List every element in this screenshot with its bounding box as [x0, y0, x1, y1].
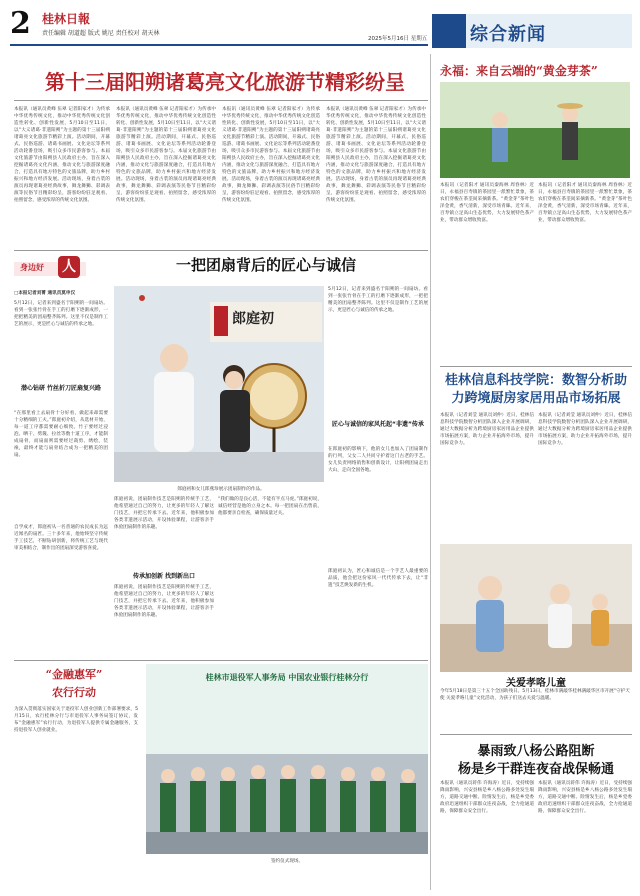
- headline-rule: [14, 100, 428, 101]
- feature-body-9: 郎庭初认为，匠心和诚信是一个手艺人最重要的品质，他会把这份家风一代代传承下去，让“非遗”技艺焕发新的生机。: [328, 569, 428, 588]
- right-headline-3b: 杨是乡干群连夜奋战保畅通: [457, 762, 614, 777]
- newspaper-logo: 桂林日報: [42, 12, 91, 26]
- right-photo-title: 关爱孝咯儿童: [506, 678, 566, 689]
- feature-body-1: 5月12日，记者来到盛名于阳朔的一间扇坊。看到一张张竹骨在手工的打磨下逐渐成形，一把把精美的团扇整齐陈列。这里不仅是制作工艺的展示，更是匠心与诚信的传承之地。: [14, 301, 108, 327]
- column-banner: [14, 256, 86, 282]
- feature-photo: [114, 286, 324, 482]
- feature-body-6: “我们做的是良心活，不能有半点马虎。”郎庭初说，诚信经营是他的立身之本。每一把团扇在出售前，他都要亲自检查，确保质量过关。: [218, 497, 322, 516]
- tea-scene: [440, 82, 630, 178]
- banner-text: 身边好: [20, 263, 44, 272]
- child-photo: [440, 544, 632, 672]
- banner-seal: 人: [58, 256, 80, 278]
- main-story-col-2: 本报讯（通讯员黄峰 伍翠 记者阳家才）为传承中华优秀传统文化，推动中华优秀传统文化创造性转化、创新性发展，5月10日至11日，以“大义诸葛·非遗阳朔”为主题的第十三届阳朔诸葛亮文化旅游节精彩上演。活动期间，开幕式、民俗巡游、诸葛书画展、文化论坛等系列活动轮番登场，吸引众多市民游客参与。本届文化旅游节由阳朔县人民政府主办，旨在深入挖掘诸葛亮文化内涵，推动文化与旅游深度融合，打造具有地方特色的文旅品牌，助力乡村振兴和地方经济发展。活动现场，身着古装的演员再现诸葛亮经典故事，舞龙舞狮、彩调表演等民俗节目精彩纷呈，游客纷纷驻足观看、拍照留念，感受浓厚的传统文化氛围。: [116, 107, 216, 203]
- right-story-2-col-a: 本报讯（记者刘莹 通讯员刘仲）近日，桂林信息科技学院数智分析团队深入企业开展调研，通过大数据分析为跨境厨房家居用品企业提供市场拓展方案，助力企业开拓海外市场，提升国际竞争力。: [440, 413, 534, 446]
- feature-body-8: 在郎庭初的影响下，他的女儿也加入了团扇制作的行列，父女二人共同守护着这门古老的手艺。女儿负责网络销售和创新设计，让阳朔团扇走出大山，走向全国各地。: [328, 447, 428, 473]
- bottom-photo-scene: [146, 664, 428, 854]
- section-title: 综合新闻: [470, 24, 546, 45]
- feature-body-3: 自学成才，郎庭初从一名普通的农民成长为远近闻名的扇匠。三十多年来，他始终坚守传统手工技艺，不断钻研创新，将传统工艺与现代审美相结合，制作出的团扇深受游客喜爱。: [14, 525, 108, 551]
- bottom-body: 为深入贯彻落实国家关于退役军人创业创新工作部署要求，5月15日，农行桂林分行与市退役军人事务局签订协议，发布“金融惠军”农行行动，为退役军人提供专属金融服务，支持退役军人创业就业。: [14, 707, 138, 733]
- main-story-col-4: 本报讯（通讯员黄峰 伍翠 记者阳家才）为传承中华优秀传统文化，推动中华优秀传统文化创造性转化、创新性发展，5月10日至11日，以“大义诸葛·非遗阳朔”为主题的第十三届阳朔诸葛亮文化旅游节精彩上演。活动期间，开幕式、民俗巡游、诸葛书画展、文化论坛等系列活动轮番登场，吸引众多市民游客参与。本届文化旅游节由阳朔县人民政府主办，旨在深入挖掘诸葛亮文化内涵，推动文化与旅游深度融合，打造具有地方特色的文旅品牌，助力乡村振兴和地方经济发展。活动现场，身着古装的演员再现诸葛亮经典故事，舞龙舞狮、彩调表演等民俗节目精彩纷呈，游客纷纷驻足观看、拍照留念，感受浓厚的传统文化氛围。: [326, 107, 426, 203]
- tea-photo: [440, 82, 630, 178]
- right-story-2-col-b: 本报讯（记者刘莹 通讯员刘仲）近日，桂林信息科技学院数智分析团队深入企业开展调研，通过大数据分析为跨境厨房家居用品企业提供市场拓展方案，助力企业开拓海外市场，提升国际竞争力。: [538, 413, 632, 446]
- feature-headline: 一把团扇背后的匠心与诚信: [175, 256, 356, 274]
- right-divider-2: [440, 734, 632, 735]
- feature-subhead-1: 潜心钻研 竹丝折刀匠扇复兴路: [20, 385, 102, 392]
- editor-credits: 责任编辑 胡道超 版式 姚尼 责任校对 胡天林: [42, 30, 160, 37]
- page-number: 2: [10, 6, 31, 41]
- bottom-headline-1: “金融惠军”: [45, 668, 103, 681]
- right-divider-1: [440, 366, 632, 367]
- right-story-3-col-a: 本报讯（通讯员蒋伟 许海涛）近日，受持续强降雨影响，兴安县杨是乡八杨公路多处发生塌方，道路交通中断。险情发生后，杨是乡党委政府迅速组织干部群众连夜奋战，全力抢通道路，保障群众安全出行。: [440, 781, 534, 814]
- section-divider: [14, 250, 428, 251]
- feature-byline: □本报记者刘菁 通讯员莫申汉: [14, 291, 76, 296]
- feature-body-4: 郎庭初说，团扇制作技艺是阳朔的传统手工艺，他希望通过自己的努力，让更多的年轻人了解这门技艺，并把它传承下去。近年来，他积极参加各类非遗展示活动，开设体验课程，让游客亲手体验团扇制作的乐趣。: [114, 497, 214, 530]
- right-story-3-col-b: 本报讯（通讯员蒋伟 许海涛）近日，受持续强降雨影响，兴安县杨是乡八杨公路多处发生塌方，道路交通中断。险情发生后，杨是乡党委政府迅速组织干部群众连夜奋战，全力抢通道路，保障群众安全出行。: [538, 781, 632, 814]
- right-story-1-col-a: 本报讯（记者阳才 通讯员秦海林 周春林）近日，永福县百寿镇的茶园里一派繁忙景象，茶农们穿梭在茶垄间采摘新茶。“黄金芽”茶叶色泽金黄，香气清新，深受市场青睐。近年来，百寿镇立足高山生态优势，大力发展特色茶产业，带动群众增收致富。: [440, 183, 534, 223]
- feature-body-7: 5月12日，记者来到盛名于阳朔的一间扇坊。看到一张张竹骨在手工的打磨下逐渐成形，一把把精美的团扇整齐陈列。这里不仅是制作工艺的展示，更是匠心与诚信的传承之地。: [328, 287, 428, 313]
- bottom-photo-caption: 签约仪式现场。: [270, 859, 304, 864]
- feature-body-5: 郎庭初说，团扇制作技艺是阳朔的传统手工艺，他希望通过自己的努力，让更多的年轻人了解这门技艺，并把它传承下去。近年来，他积极参加各类非遗展示活动，开设体验课程，让游客亲手体验团扇制作的乐趣。: [114, 585, 214, 618]
- right-story-1-col-b: 本报讯（记者阳才 通讯员秦海林 周春林）近日，永福县百寿镇的茶园里一派繁忙景象，茶农们穿梭在茶垄间采摘新茶。“黄金芽”茶叶色泽金黄，香气清新，深受市场青睐。近年来，百寿镇立足高山生态优势，大力发展特色茶产业，带动群众增收致富。: [538, 183, 632, 223]
- issue-date: 2025年5月16日 星期五: [368, 36, 428, 42]
- header-rule: [10, 44, 428, 46]
- feature-subhead-2: 传承加创新 找到新出口: [132, 573, 196, 580]
- main-story-col-1: 本报讯（通讯员黄峰 伍翠 记者阳家才）为传承中华优秀传统文化，推动中华优秀传统文化创造性转化、创新性发展，5月10日至11日，以“大义诸葛·非遗阳朔”为主题的第十三届阳朔诸葛亮文化旅游节精彩上演。活动期间，开幕式、民俗巡游、诸葛书画展、文化论坛等系列活动轮番登场，吸引众多市民游客参与。本届文化旅游节由阳朔县人民政府主办，旨在深入挖掘诸葛亮文化内涵，推动文化与旅游深度融合，打造具有地方特色的文旅品牌，助力乡村振兴和地方经济发展。活动现场，身着古装的演员再现诸葛亮经典故事，舞龙舞狮、彩调表演等民俗节目精彩纷呈，游客纷纷驻足观看、拍照留念，感受浓厚的传统文化氛围。: [14, 107, 110, 203]
- right-headline-3a: 暴雨致八杨公路阻断: [477, 744, 595, 759]
- bottom-photo: [146, 664, 428, 854]
- bottom-headline-2: 农行行动: [52, 686, 96, 699]
- photo-banner-text: 桂林市退役军人事务局 中国农业银行桂林分行: [205, 673, 369, 682]
- feature-body-2: “在那里看上去扇骨十分好看，做起来却需要十分精细的工夫。”郎庭初介绍，从选材开始，每一道工序都需要耐心细致。竹子要经过浸泡、晒干、劈篾、拉丝等数十道工序，才能制成扇骨，而扇面则需要经过裁剪、绣绘、装裱，最终才能与扇骨结合成为一把精美的团扇。: [14, 411, 108, 458]
- photo-scene: [114, 286, 324, 482]
- right-headline-2: 桂林信息科技学院：数智分析助力跨境厨房家居用品市场拓展: [444, 373, 627, 406]
- main-headline: 第十三届阳朔诸葛亮文化旅游节精彩纷呈: [45, 70, 405, 94]
- right-photo-caption: 今年5月18日是第三十五个全国助残日。5月13日，桂林市满敲华桂林满敲华区市开展“守护天使 关爱孝咯儿童”文化活动，为孩子们送去关爱与温暖。: [440, 689, 630, 701]
- feature-photo-caption: 郎庭初和女儿郎燕珍展示团扇制作的作品。: [177, 487, 265, 492]
- shop-sign-text: 郎庭初: [232, 311, 274, 327]
- feature-subhead-3: 匠心与诚信的家风托起“非遗”传承: [332, 421, 424, 428]
- child-scene: [440, 544, 632, 672]
- main-story-col-3: 本报讯（通讯员黄峰 伍翠 记者阳家才）为传承中华优秀传统文化，推动中华优秀传统文化创造性转化、创新性发展，5月10日至11日，以“大义诸葛·非遗阳朔”为主题的第十三届阳朔诸葛亮文化旅游节精彩上演。活动期间，开幕式、民俗巡游、诸葛书画展、文化论坛等系列活动轮番登场，吸引众多市民游客参与。本届文化旅游节由阳朔县人民政府主办，旨在深入挖掘诸葛亮文化内涵，推动文化与旅游深度融合，打造具有地方特色的文旅品牌，助力乡村振兴和地方经济发展。活动现场，身着古装的演员再现诸葛亮经典故事，舞龙舞狮、彩调表演等民俗节目精彩纷呈，游客纷纷驻足观看、拍照留念，感受浓厚的传统文化氛围。: [222, 107, 320, 203]
- section-tag-block: [432, 14, 466, 48]
- column-separator: [430, 54, 431, 890]
- bottom-divider: [14, 660, 428, 661]
- right-headline-1: 永福：来自云端的“黄金芽茶”: [440, 64, 598, 78]
